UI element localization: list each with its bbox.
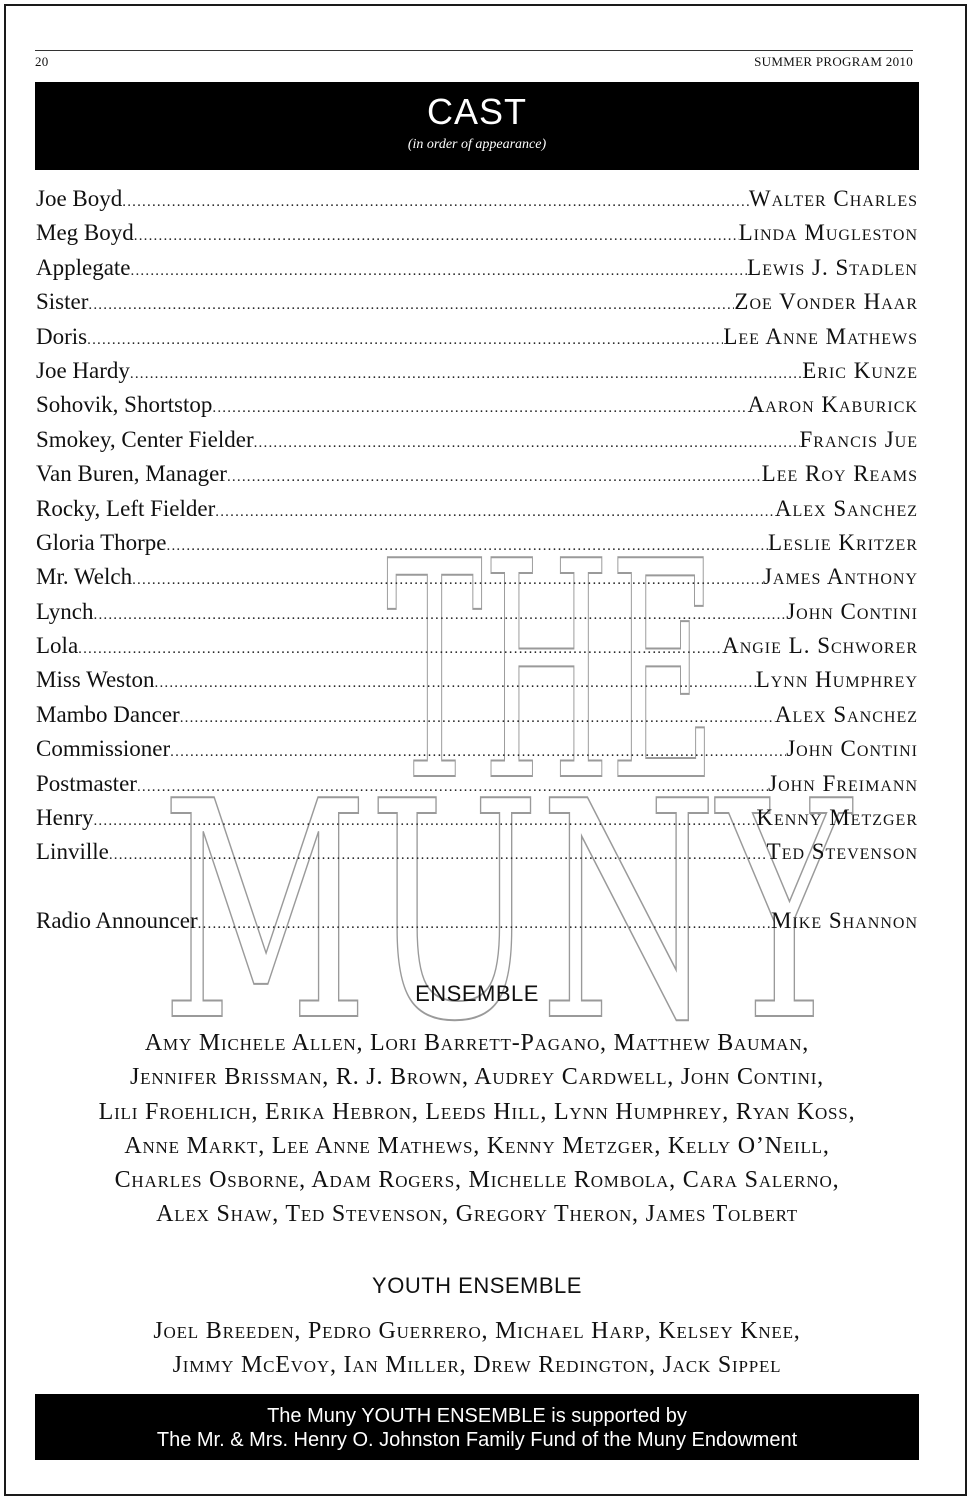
cast-actor: Lewis J. Stadlen [747,254,918,280]
dot-leader [134,219,739,250]
cast-role: Commissioner [36,736,171,762]
dot-leader [94,598,787,629]
watermark-word-the: THE [386,526,716,847]
cast-role: Mr. Welch [36,564,133,590]
cast-row [36,251,918,285]
cast-role: Linville [36,839,109,865]
dot-leader [227,460,762,491]
dot-leader [132,563,763,594]
cast-actor: Lynn Humphrey [755,667,918,693]
cast-row [36,388,918,422]
cast-actor: Alex Sanchez [774,495,918,521]
names-line: Alex Shaw, Ted Stevenson, Gregory Theron, James Tolbert [156,1201,798,1228]
cast-role: Van Buren, Manager [36,461,227,487]
names-line: Joel Breeden, Pedro Guerrero, Michael Harp, Kelsey Knee, [153,1318,801,1344]
names-line: Anne Markt, Lee Anne Mathews, Kenny Metzger, Kelly O’Neill, [124,1132,830,1159]
cast-role: Smokey, Center Fielder [36,426,254,452]
dot-leader [122,185,749,216]
cast-role: Sohovik, Shortstop [36,392,213,418]
dot-leader [155,666,756,697]
cast-header-bar [35,82,919,170]
cast-actor: John Contini [786,736,918,762]
names-line: Jennifer Brissman, R. J. Brown, Audrey Cardwell, John Contini, [130,1064,824,1091]
cast-row [36,560,918,594]
dot-leader [131,254,748,285]
program-page [4,4,967,1496]
dot-leader [130,357,802,388]
youth-ensemble-names [35,1314,919,1383]
dot-leader [180,701,775,732]
dot-leader [109,838,767,869]
cast-role: Miss Weston [36,667,155,693]
cast-role: Sister [36,289,89,315]
cast-actor: Angie L. Schworer [722,633,918,659]
names-line: Amy Michele Allen, Lori Barrett-Pagano, Matthew Bauman, [144,1030,810,1056]
cast-role: Rocky, Left Fielder [36,495,216,521]
cast-actor: John Freimann [768,770,918,796]
watermark-word-muny: MUNY [161,738,854,1026]
ensemble-title: ENSEMBLE [415,981,539,1006]
dot-leader [93,804,756,835]
cast-role: Postmaster [36,770,137,796]
cast-row [36,904,918,938]
cast-row [36,423,918,457]
cast-actor: Lee Roy Reams [761,461,918,487]
cast-row [36,320,918,354]
cast-row [36,457,918,491]
names-line: Charles Osborne, Adam Rogers, Michelle Rombola, Cara Salerno, [114,1167,840,1194]
cast-subtitle: (in order of appearance) [407,137,547,152]
cast-row [36,767,918,801]
names-line: Jimmy McEvoy, Ian Miller, Drew Redington, Jack Sippel [172,1352,782,1379]
dot-leader [88,288,734,319]
cast-actor: Mike Shannon [771,907,918,933]
cast-actor: Lee Anne Mathews [723,323,918,349]
cast-actor: Leslie Kritzer [768,529,918,555]
sponsor-line-2: The Mr. & Mrs. Henry O. Johnston Family Fund of the Muny Endowment [156,1429,798,1451]
cast-role: Doris [36,323,88,349]
dot-leader [215,495,775,526]
dot-leader [167,529,769,560]
cast-role: Joe Boyd [36,186,123,211]
cast-actor: Alex Sanchez [774,701,918,727]
cast-actor: Francis Jue [799,426,918,452]
cast-actor: James Anthony [762,564,918,590]
dot-leader [212,391,747,422]
youth-ensemble-title: YOUTH ENSEMBLE [372,1273,582,1298]
sponsor-line-1: The Muny YOUTH ENSEMBLE is supported by [267,1405,687,1427]
cast-role: Lola [36,633,79,659]
cast-title: CAST [426,91,527,132]
cast-role: Lynch [36,598,94,624]
cast-role: Gloria Thorpe [36,529,167,555]
cast-actor: Kenny Metzger [756,805,918,831]
cast-row [36,629,918,663]
cast-row [36,698,918,732]
running-head [35,50,913,70]
cast-actor: Ted Stevenson [766,839,918,865]
cast-row [36,663,918,697]
cast-row [36,285,918,319]
cast-row [36,182,918,216]
cast-role: Mambo Dancer [36,701,180,727]
cast-list [36,182,918,938]
cast-row [36,595,918,629]
cast-row [36,492,918,526]
cast-role: Meg Boyd [36,220,134,246]
cast-row [36,354,918,388]
cast-row [36,732,918,766]
ensemble-names [35,1026,919,1232]
dot-leader [137,770,768,801]
page-number: 20 [35,54,49,69]
cast-row [36,216,918,250]
dot-leader [170,735,786,766]
cast-role: Radio Announcer [36,907,198,933]
dot-leader [78,632,722,663]
sponsor-footer-bar [35,1394,919,1460]
dot-leader [87,323,723,354]
program-title: SUMMER PROGRAM 2010 [754,54,913,69]
cast-actor: Eric Kunze [802,357,918,383]
cast-row [36,835,918,869]
cast-actor: Aaron Kaburick [747,392,918,418]
dot-leader [254,426,800,457]
cast-actor: Linda Mugleston [738,220,918,246]
cast-actor: John Contini [786,598,918,624]
dot-leader [198,907,771,938]
cast-row [36,526,918,560]
cast-actor: Zoe Vonder Haar [734,289,918,315]
cast-actor: Walter Charles [748,186,918,211]
cast-role: Joe Hardy [36,357,130,383]
cast-row [36,801,918,835]
cast-role: Henry [36,805,94,831]
names-line: Lili Froehlich, Erika Hebron, Leeds Hill, Lynn Humphrey, Ryan Koss, [98,1098,856,1125]
cast-role: Applegate [36,254,131,280]
